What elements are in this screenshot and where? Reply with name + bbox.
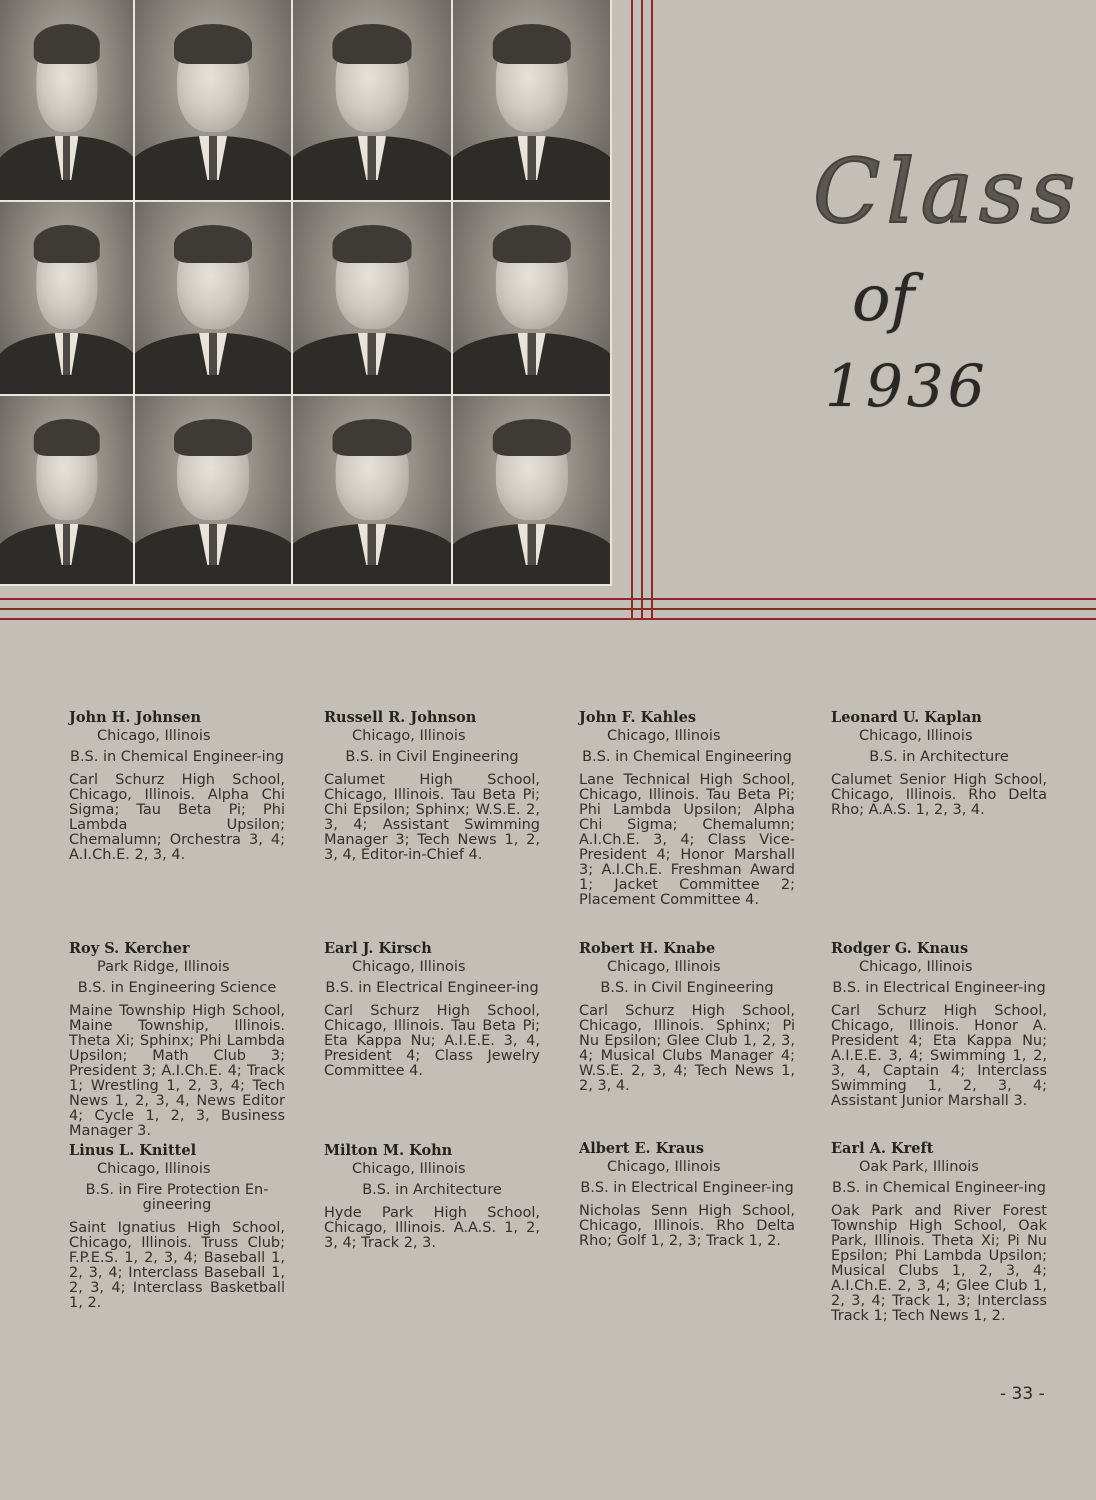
student-bio: Calumet High School, Chicago, Illinois. Tau Beta Pi; Chi Epsilon; Sphinx; W.S.E. 2, 3, 4; Assistant Swimming Manager 3; Tech News 1, 2, 3, 4, Editor-in-Chief 4.: [324, 772, 540, 863]
student-entry: [69, 710, 285, 863]
student-degree: B.S. in Fire Protection En-gineering: [85, 1182, 269, 1213]
student-name: Leonard U. Kaplan: [831, 709, 982, 726]
portrait-photo: [0, 202, 135, 396]
portrait-photo: [0, 396, 135, 586]
student-city: Chicago, Illinois: [352, 959, 466, 975]
student-city: Chicago, Illinois: [97, 728, 211, 744]
student-city: Park Ridge, Illinois: [97, 959, 230, 975]
student-name: Milton M. Kohn: [324, 1142, 453, 1159]
student-entry: [324, 1143, 540, 1251]
student-degree: B.S. in Electrical Engineer-ing: [832, 980, 1046, 996]
horizontal-rule: [0, 618, 1096, 620]
student-bio: Hyde Park High School, Chicago, Illinois. A.A.S. 1, 2, 3, 4; Track 2, 3.: [324, 1205, 540, 1251]
student-entry: [831, 941, 1047, 1109]
student-entry: [324, 941, 540, 1079]
student-name: John H. Johnsen: [69, 709, 202, 726]
portrait-photo: [293, 202, 453, 396]
student-entry: [579, 710, 795, 908]
student-bio: Carl Schurz High School, Chicago, Illinois. Alpha Chi Sigma; Tau Beta Pi; Phi Lambda Upsilon; Chemalumn; Orchestra 3, 4; A.I.Ch.E. 2, 3, 4.: [69, 772, 285, 863]
student-city: Chicago, Illinois: [607, 959, 721, 975]
student-degree: B.S. in Electrical Engineer-ing: [580, 1180, 794, 1196]
student-degree: B.S. in Architecture: [869, 749, 1009, 765]
vertical-rule: [631, 0, 633, 620]
horizontal-rule: [0, 608, 1096, 610]
student-degree: B.S. in Civil Engineering: [600, 980, 774, 996]
portrait-photo: [135, 0, 293, 202]
student-degree: B.S. in Engineering Science: [77, 980, 277, 996]
student-name: Albert E. Kraus: [579, 1140, 704, 1157]
student-bio: Oak Park and River Forest Township High School, Oak Park, Illinois. Theta Xi; Pi Nu Epsilon; Phi Lambda Upsilon; Musical Clubs 1, 2, 3, 4; A.I.Ch.E. 2, 3, 4; Glee Club 1, 2, 3, 4; Track 1, 3; Interclass Track 1; Tech News 1, 2.: [831, 1203, 1047, 1324]
student-degree: B.S. in Chemical Engineer-ing: [832, 1180, 1046, 1196]
student-bio: Nicholas Senn High School, Chicago, Illinois. Rho Delta Rho; Golf 1, 2, 3; Track 1, 2.: [579, 1203, 795, 1249]
title-class: Class: [813, 140, 1082, 243]
student-name: Rodger G. Knaus: [831, 940, 969, 957]
student-degree: B.S. in Chemical Engineering: [582, 749, 792, 765]
student-name: John F. Kahles: [579, 709, 697, 726]
portrait-photo: [293, 396, 453, 586]
student-city: Chicago, Illinois: [607, 728, 721, 744]
student-name: Russell R. Johnson: [324, 709, 477, 726]
portrait-photo: [293, 0, 453, 202]
title-of: of: [852, 262, 915, 336]
student-entry: [324, 710, 540, 863]
student-name: Earl A. Kreft: [831, 1140, 934, 1157]
student-degree: B.S. in Civil Engineering: [345, 749, 519, 765]
student-entry: [579, 1141, 795, 1249]
portrait-photo: [0, 0, 135, 202]
student-entry: [69, 1143, 285, 1311]
vertical-rule: [641, 0, 643, 620]
portrait-photo: [135, 396, 293, 586]
vertical-rule: [651, 0, 653, 620]
student-degree: B.S. in Architecture: [362, 1182, 502, 1198]
student-city: Chicago, Illinois: [859, 959, 973, 975]
student-entry: [831, 1141, 1047, 1324]
student-city: Chicago, Illinois: [859, 728, 973, 744]
portrait-photo: [135, 202, 293, 396]
student-bio: Carl Schurz High School, Chicago, Illinois. Tau Beta Pi; Eta Kappa Nu; A.I.E.E. 3, 4, President 4; Class Jewelry Committee 4.: [324, 1003, 540, 1079]
student-city: Oak Park, Illinois: [859, 1159, 979, 1175]
student-bio: Saint Ignatius High School, Chicago, Illinois. Truss Club; F.P.E.S. 1, 2, 3, 4; Baseball 1, 2, 3, 4; Interclass Baseball 1, 2, 3, 4; Interclass Basketball 1, 2.: [69, 1220, 285, 1311]
student-city: Chicago, Illinois: [97, 1161, 211, 1177]
student-name: Robert H. Knabe: [579, 940, 716, 957]
student-city: Chicago, Illinois: [607, 1159, 721, 1175]
student-city: Chicago, Illinois: [352, 1161, 466, 1177]
student-bio: Maine Township High School, Maine Township, Illinois. Theta Xi; Sphinx; Phi Lambda Upsilon; Math Club 3; President 3; A.I.Ch.E. 4; Track 1; Wrestling 1, 2, 3, 4; Tech News 1, 2, 3, 4, News Editor 4; Cycle 1, 2, 3, Business Manager 3.: [69, 1003, 285, 1139]
student-degree: B.S. in Electrical Engineer-ing: [325, 980, 539, 996]
portrait-photo: [453, 396, 612, 586]
student-name: Earl J. Kirsch: [324, 940, 432, 957]
title-year: 1936: [825, 352, 989, 420]
student-name: Linus L. Knittel: [69, 1142, 197, 1159]
portrait-photo: [453, 202, 612, 396]
horizontal-rule: [0, 598, 1096, 600]
student-bio: Calumet Senior High School, Chicago, Illinois. Rho Delta Rho; A.A.S. 1, 2, 3, 4.: [831, 772, 1047, 818]
portrait-photo: [453, 0, 612, 202]
student-bio: Lane Technical High School, Chicago, Illinois. Tau Beta Pi; Phi Lambda Upsilon; Alpha Chi Sigma; Chemalumn; A.I.Ch.E. 3, 4; Class Vice-President 4; Honor Marshall 3; A.I.Ch.E. Freshman Award 1; Jacket Committee 2; Placement Committee 4.: [579, 772, 795, 908]
student-bio: Carl Schurz High School, Chicago, Illinois. Honor A. President 4; Eta Kappa Nu; A.I.E.E. 3, 4; Swimming 1, 2, 3, 4, Captain 4; Interclass Swimming 1, 2, 3, 4; Assistant Junior Marshall 3.: [831, 1003, 1047, 1109]
student-entry: [831, 710, 1047, 818]
student-name: Roy S. Kercher: [69, 940, 190, 957]
student-entry: [579, 941, 795, 1094]
student-city: Chicago, Illinois: [352, 728, 466, 744]
student-entry: [69, 941, 285, 1139]
page-number: - 33 -: [1000, 1384, 1045, 1404]
portrait-grid: [0, 0, 612, 586]
student-degree: B.S. in Chemical Engineer-ing: [70, 749, 284, 765]
student-bio: Carl Schurz High School, Chicago, Illinois. Sphinx; Pi Nu Epsilon; Glee Club 1, 2, 3, 4; Musical Clubs Manager 4; W.S.E. 2, 3, 4; Tech News 1, 2, 3, 4.: [579, 1003, 795, 1094]
